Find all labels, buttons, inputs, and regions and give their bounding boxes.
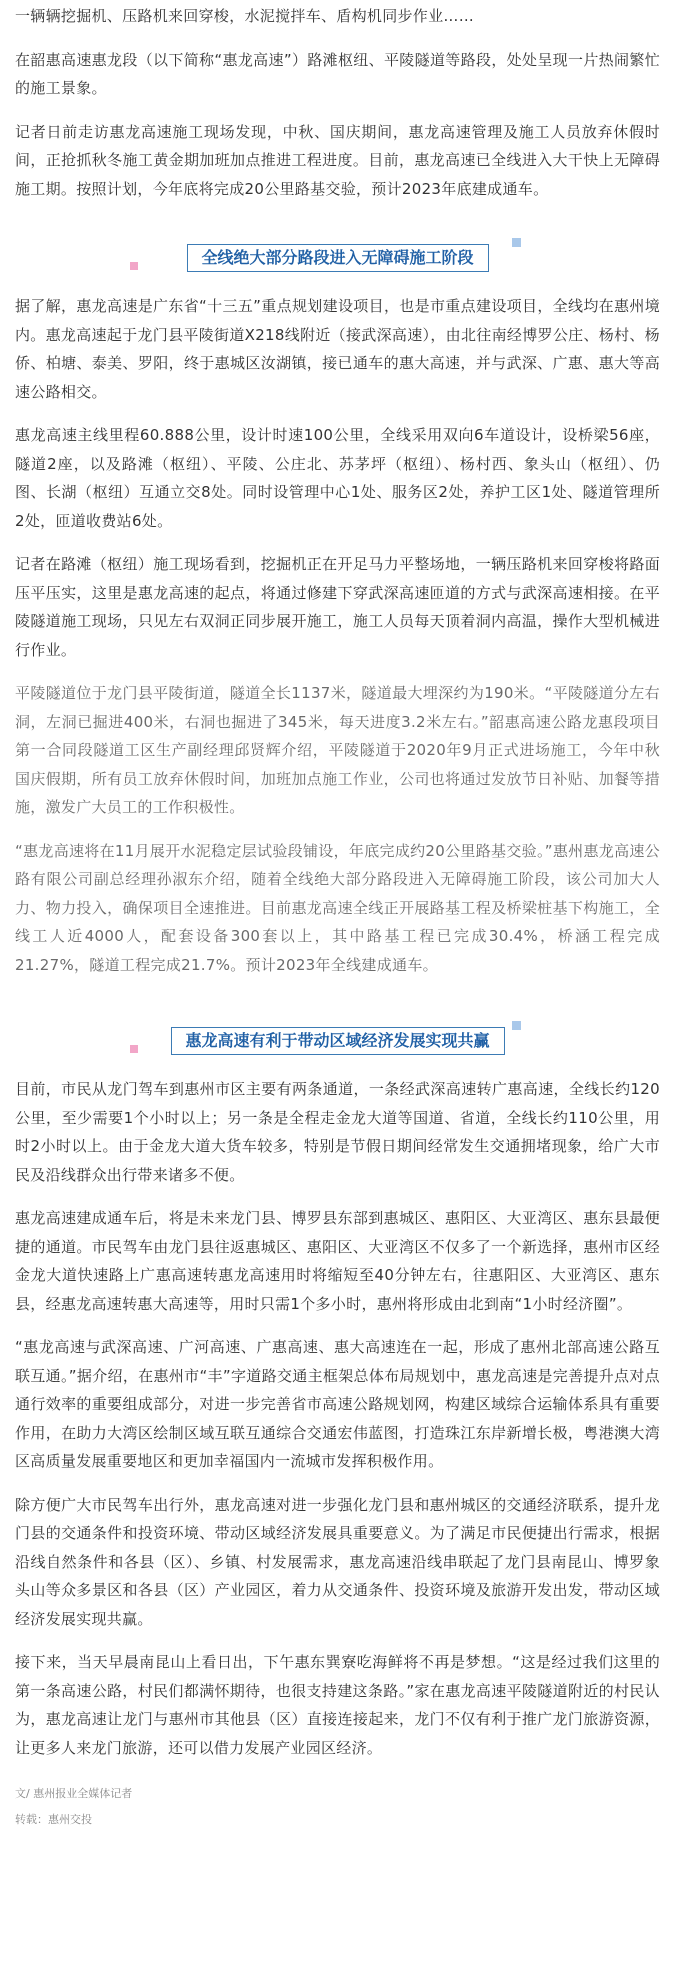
pink-square-icon <box>130 1045 138 1053</box>
paragraph: “惠龙高速与武深高速、广河高速、广惠高速、惠大高速连在一起，形成了惠州北部高速公路互联互通。”据介绍，在惠州市“丰”字道路交通主框架总体布局规划中，惠龙高速是完善提升点对点通行效率的重要组成部分，对进一步完善省市高速公路规划网，构建区域综合运输体系具有重要作用，在助力大湾区绘制区域互联互通综合交通宏伟蓝图，打造珠江东岸新增长极，粤港澳大湾区高质量发展重要地区和更加幸福国内一流城市发挥积极作用。 <box>15 1338 660 1470</box>
article-body <box>15 0 660 1830</box>
reprint-credit: 转载：惠州交投 <box>15 1813 92 1826</box>
paragraph: “惠龙高速将在11月展开水泥稳定层试验段铺设，年底完成约20公里路基交验。”惠州惠龙高速公路有限公司副总经理孙淑东介绍，随着全线绝大部分路段进入无障碍施工阶段，该公司加大人力、物力投入，确保项目全速推进。目前惠龙高速全线正开展路基工程及桥梁桩基下构施工，全线工人近4000人，配套设备300套以上，其中路基工程已完成30.4%，桥涵工程完成21.27%，隧道工程完成21.7%。预计2023年全线建成通车。 <box>15 841 660 974</box>
heading-box <box>170 1027 504 1055</box>
paragraph: 惠龙高速建成通车后，将是未来龙门县、博罗县东部到惠城区、惠阳区、大亚湾区、惠东县最便捷的通道。市民驾车由龙门县往返惠城区、惠阳区、大亚湾区不仅多了一个新选择，惠州市区经金龙大道快速路上广惠高速转惠龙高速用时将缩短至40分钟左右，往惠阳区、大亚湾区、惠东县，经惠龙高速转惠大高速等，用时只需1个多小时，惠州将形成由北到南“1小时经济圈”。 <box>15 1209 660 1313</box>
author-credit: 文/ 惠州报业全媒体记者 <box>15 1787 133 1800</box>
section-heading-1 <box>15 238 660 278</box>
paragraph: 在韶惠高速惠龙段（以下简称“惠龙高速”）路滩枢纽、平陵隧道等路段，处处呈现一片热闹繁忙的施工景象。 <box>15 50 660 97</box>
blue-square-icon <box>512 1021 521 1030</box>
paragraph: 记者日前走访惠龙高速施工现场发现，中秋、国庆期间，惠龙高速管理及施工人员放弃休假时间，正抢抓秋冬施工黄金期加班加点推进工程进度。目前，惠龙高速已全线进入大干快上无障碍施工期。按照计划，今年底将完成20公里路基交验，预计2023年底建成通车。 <box>15 122 660 198</box>
intro-paragraph: 一辆辆挖掘机、压路机来回穿梭，水泥搅拌车、盾构机同步作业…… <box>15 7 475 25</box>
paragraph: 据了解，惠龙高速是广东省“十三五”重点规划建设项目，也是市重点建设项目，全线均在惠州境内。惠龙高速起于龙门县平陵街道X218线附近（接武深高速），由北往南经博罗公庄、杨村、杨侨、柏塘、泰美、罗阳，终于惠城区汝湖镇，接已通车的惠大高速，并与武深、广惠、惠大等高速公路相交。 <box>15 297 660 401</box>
paragraph: 接下来，当天早晨南昆山上看日出，下午惠东巽寮吃海鲜将不再是梦想。“这是经过我们这里的第一条高速公路，村民们都满怀期待，也很支持建这条路。”家在惠龙高速平陵隧道附近的村民认为，惠龙高速让龙门与惠州市其他县（区）直接连接起来，龙门不仅有利于推广龙门旅游资源，让更多人来龙门旅游，还可以借力发展产业园区经济。 <box>15 1653 660 1757</box>
heading-box <box>186 244 488 272</box>
paragraph: 目前，市民从龙门驾车到惠州市区主要有两条通道，一条经武深高速转广惠高速，全线长约120公里，至少需要1个小时以上；另一条是全程走金龙大道等国道、省道，全线长约110公里，用时2小时以上。由于金龙大道大货车较多，特别是节假日期间经常发生交通拥堵现象，给广大市民及沿线群众出行带来诸多不便。 <box>15 1080 660 1184</box>
blue-square-icon <box>512 238 521 247</box>
pink-square-icon <box>130 262 138 270</box>
paragraph: 记者在路滩（枢纽）施工现场看到，挖掘机正在开足马力平整场地，一辆压路机来回穿梭将路面压平压实，这里是惠龙高速的起点，将通过修建下穿武深高速匝道的方式与武深高速相接。在平陵隧道施工现场，只见左右双洞正同步展开施工，施工人员每天顶着洞内高温，操作大型机械进行作业。 <box>15 555 660 659</box>
section-heading-text: 全线绝大部分路段进入无障碍施工阶段 <box>201 248 474 267</box>
paragraph: 除方便广大市民驾车出行外，惠龙高速对进一步强化龙门县和惠州城区的交通经济联系，提升龙门县的交通条件和投资环境、带动区域经济发展具重要意义。为了满足市民便捷出行需求，根据沿线自然条件和各县（区）、乡镇、村发展需求，惠龙高速沿线串联起了龙门县南昆山、博罗象头山等众多景区和各县（区）产业园区，着力从交通条件、投资环境及旅游开发出发，带动区域经济发展实现共赢。 <box>15 1495 660 1628</box>
paragraph: 平陵隧道位于龙门县平陵街道，隧道全长1137米，隧道最大埋深约为190米。“平陵隧道分左右洞，左洞已掘进400米，右洞也掘进了345米，每天进度3.2米左右。”韶惠高速公路龙惠段项目第一合同段隧道工区生产副经理邱贤辉介绍，平陵隧道于2020年9月正式进场施工，今年中秋国庆假期，所有员工放弃休假时间，加班加点施工作业，公司也将通过发放节日补贴、加餐等措施，激发广大员工的工作积极性。 <box>15 684 660 816</box>
section-heading-text: 惠龙高速有利于带动区域经济发展实现共赢 <box>185 1031 490 1050</box>
paragraph: 惠龙高速主线里程60.888公里，设计时速100公里，全线采用双向6车道设计，设桥梁56座，隧道2座，以及路滩（枢纽）、平陵、公庄北、苏茅坪（枢纽）、杨村西、象头山（枢纽）、仍图、长湖（枢纽）互通立交8处。同时设管理中心1处、服务区2处，养护工区1处、隧道管理所2处，匝道收费站6处。 <box>15 426 660 530</box>
section-heading-2 <box>15 1021 660 1061</box>
credits <box>15 1784 660 1830</box>
